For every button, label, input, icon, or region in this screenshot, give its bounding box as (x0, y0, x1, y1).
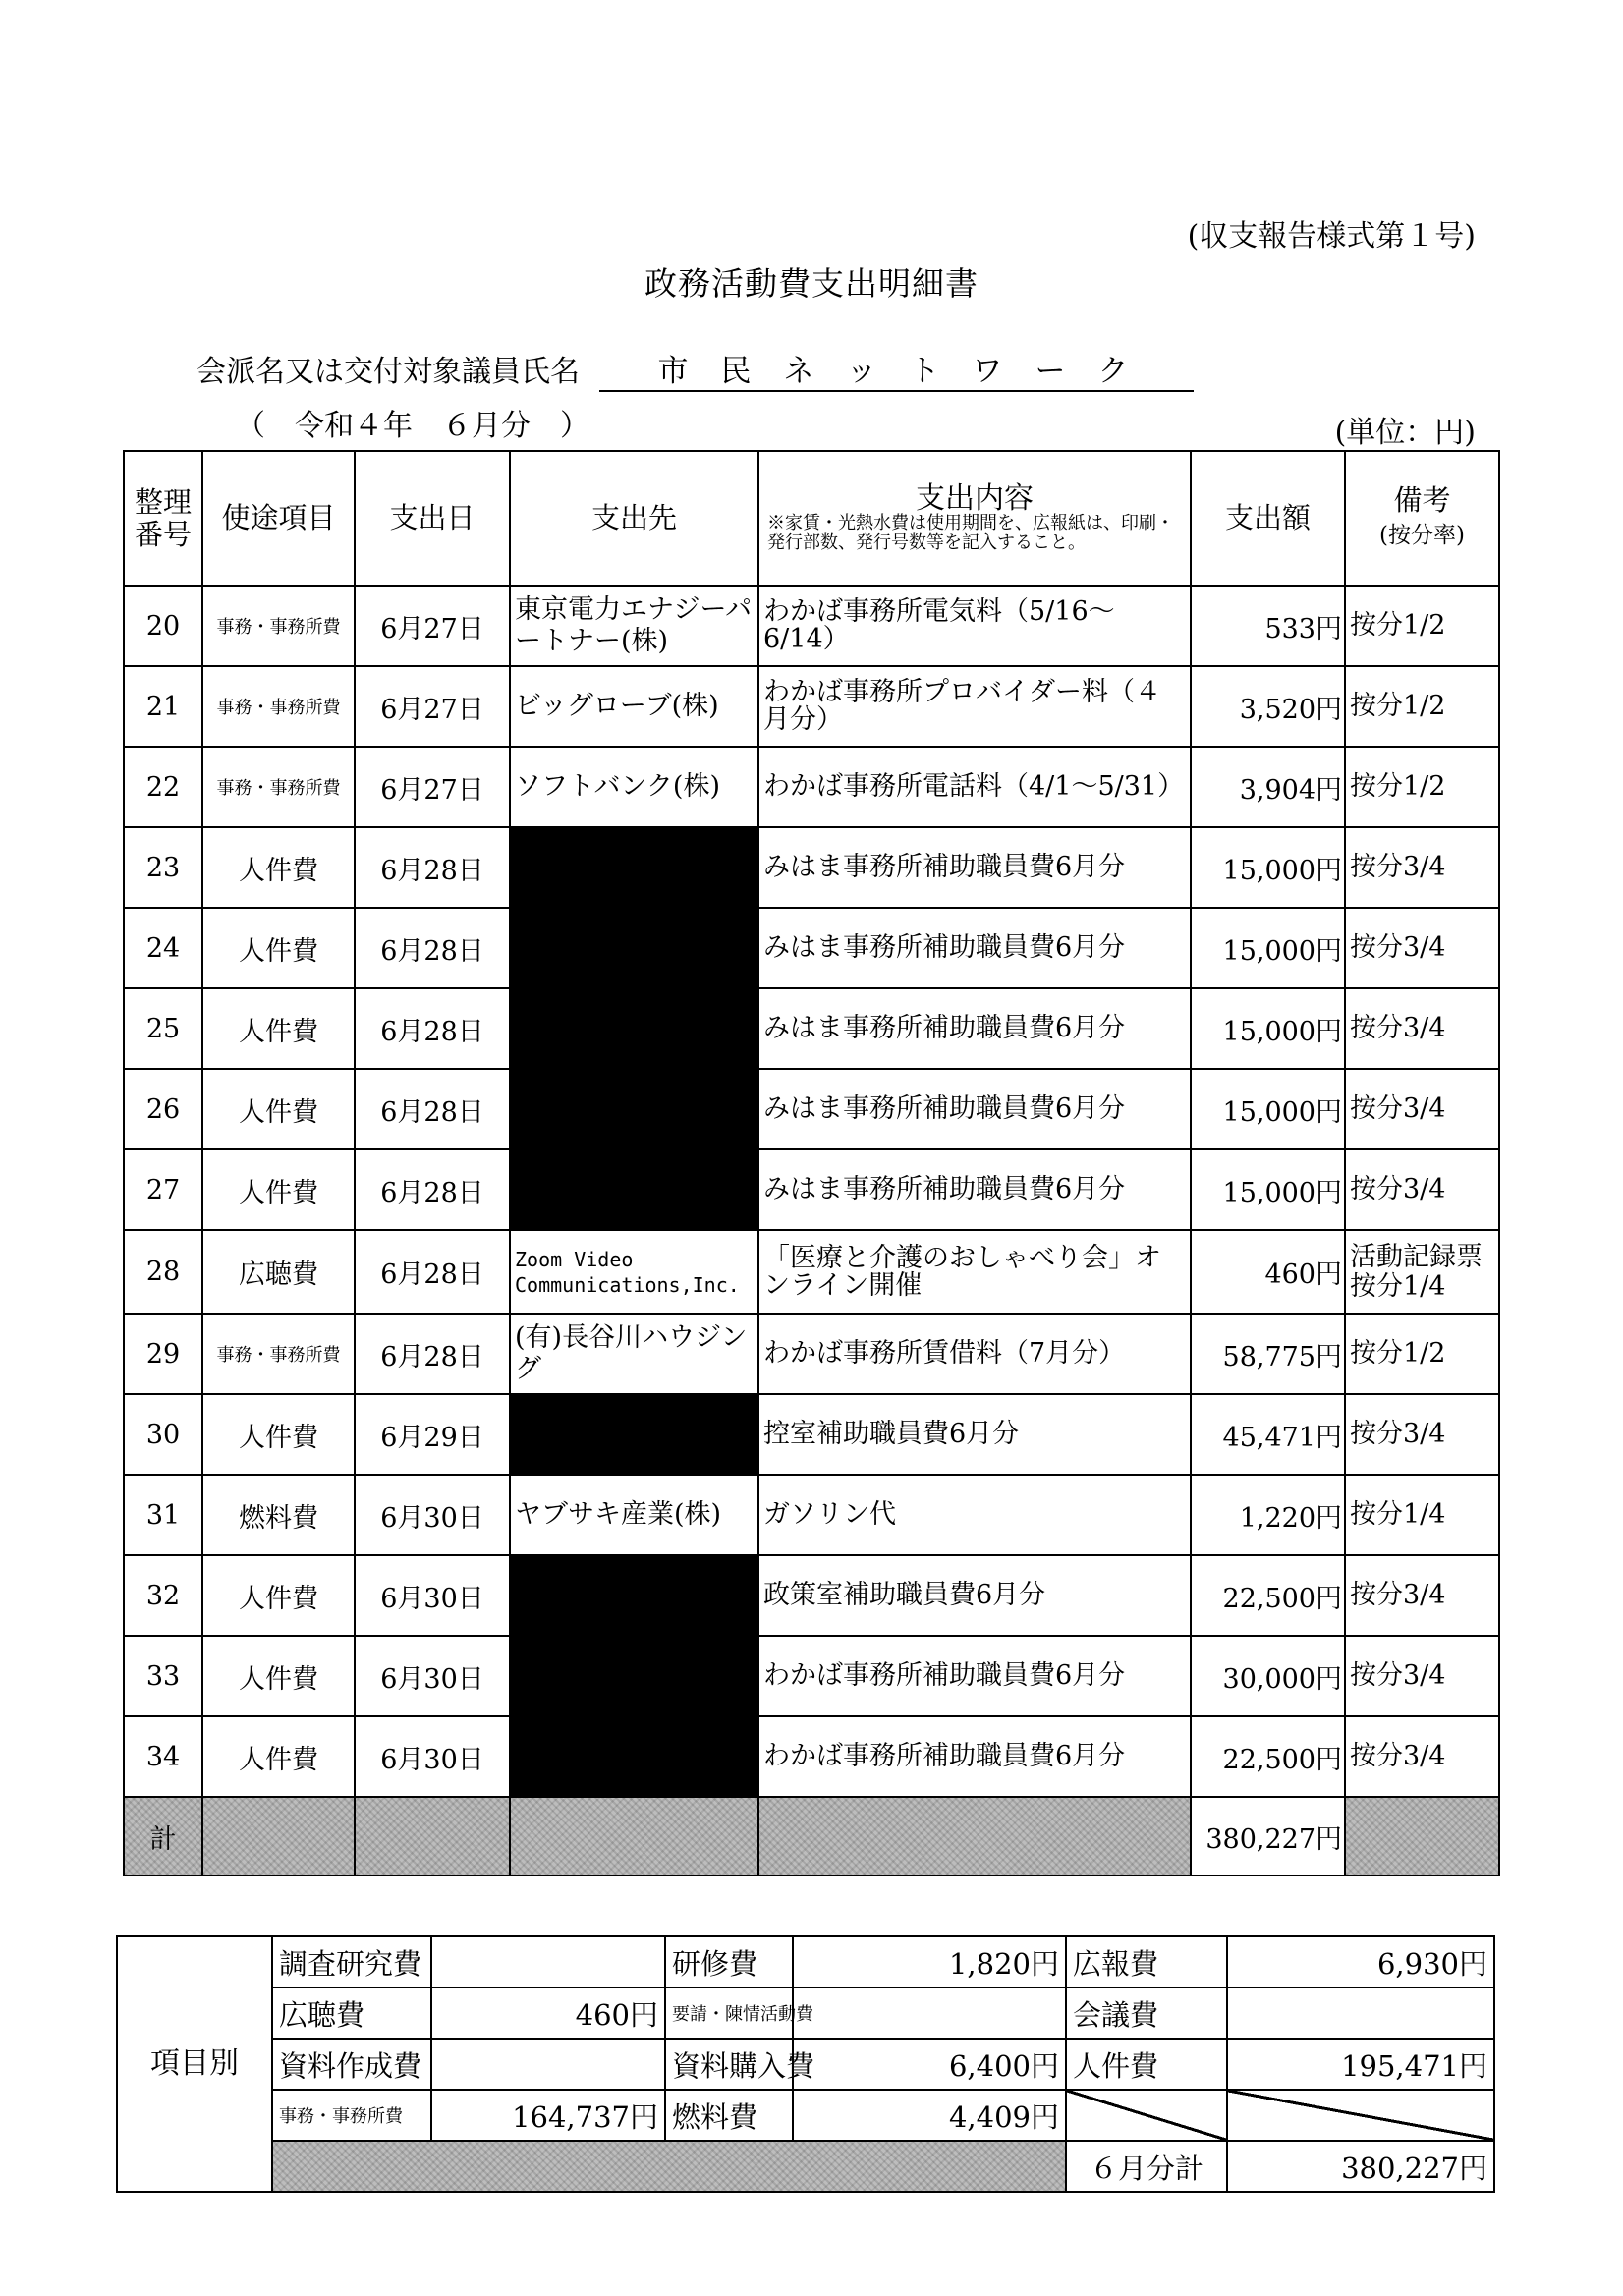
row-number: 27 (124, 1149, 202, 1230)
header-category: 使途項目 (202, 451, 355, 586)
row-date: 6月27日 (355, 666, 510, 747)
summary-meeting-value (1227, 1988, 1494, 2039)
row-description: わかば事務所電気料（5/16～6/14） (758, 586, 1191, 666)
summary-petition-value (793, 1988, 1066, 2039)
row-remarks: 按分3/4 (1345, 1149, 1499, 1230)
total-shade-5 (1345, 1797, 1499, 1876)
header-no: 整理番号 (124, 451, 202, 586)
summary-personnel-label: 人件費 (1066, 2039, 1227, 2090)
row-payee: (有)長谷川ハウジング (510, 1314, 758, 1394)
row-description: 「医療と介護のおしゃべり会」オンライン開催 (758, 1230, 1191, 1314)
table-row (124, 1230, 1499, 1314)
summary-meeting-label: 会議費 (1066, 1988, 1227, 2039)
row-date: 6月28日 (355, 1069, 510, 1149)
row-description: みはま事務所補助職員費6月分 (758, 1149, 1191, 1230)
row-category: 人件費 (202, 827, 355, 908)
row-remarks: 按分3/4 (1345, 1394, 1499, 1475)
row-payee-redacted (510, 908, 758, 988)
total-row (124, 1797, 1499, 1876)
summary-research-label: 調査研究費 (272, 1936, 431, 1988)
row-amount: 22,500円 (1191, 1555, 1345, 1636)
row-amount: 15,000円 (1191, 1149, 1345, 1230)
table-row (124, 747, 1499, 827)
summary-material-make-value (431, 2039, 665, 2090)
row-number: 33 (124, 1636, 202, 1716)
table-row (124, 1716, 1499, 1797)
row-date: 6月30日 (355, 1716, 510, 1797)
row-date: 6月30日 (355, 1555, 510, 1636)
row-date: 6月28日 (355, 827, 510, 908)
row-remarks: 按分3/4 (1345, 988, 1499, 1069)
row-amount: 15,000円 (1191, 827, 1345, 908)
summary-training-value: 1,820円 (793, 1936, 1066, 1988)
row-payee: 東京電力エナジーパートナー(株) (510, 586, 758, 666)
row-amount: 3,904円 (1191, 747, 1345, 827)
summary-fuel-label: 燃料費 (665, 2090, 793, 2141)
summary-hearing-label: 広聴費 (272, 1988, 431, 2039)
total-shade-4 (758, 1797, 1191, 1876)
summary-month-total-label: ６月分計 (1066, 2141, 1227, 2192)
summary-material-buy-value: 6,400円 (793, 2039, 1066, 2090)
row-category: 人件費 (202, 1716, 355, 1797)
row-date: 6月28日 (355, 1230, 510, 1314)
row-category: 人件費 (202, 1069, 355, 1149)
row-payee-redacted (510, 988, 758, 1069)
summary-pr-value: 6,930円 (1227, 1936, 1494, 1988)
row-number: 34 (124, 1716, 202, 1797)
row-payee: ビッグローブ(株) (510, 666, 758, 747)
row-number: 26 (124, 1069, 202, 1149)
row-remarks: 按分3/4 (1345, 1555, 1499, 1636)
row-description: みはま事務所補助職員費6月分 (758, 908, 1191, 988)
row-category: 事務・事務所費 (202, 1314, 355, 1394)
header-amount: 支出額 (1191, 451, 1345, 586)
row-description: みはま事務所補助職員費6月分 (758, 827, 1191, 908)
table-row (124, 908, 1499, 988)
table-row (124, 988, 1499, 1069)
header-content-title: 支出内容 (916, 480, 1034, 516)
party-row (196, 346, 1194, 392)
row-remarks: 按分1/4 (1345, 1475, 1499, 1555)
row-description: 政策室補助職員費6月分 (758, 1555, 1191, 1636)
row-number: 31 (124, 1475, 202, 1555)
header-remarks-sub: (按分率) (1379, 523, 1465, 548)
row-payee-redacted (510, 1069, 758, 1149)
row-remarks: 按分3/4 (1345, 1716, 1499, 1797)
summary-empty-diagonal-1 (1066, 2090, 1227, 2141)
row-amount: 45,471円 (1191, 1394, 1345, 1475)
row-number: 20 (124, 586, 202, 666)
row-remarks: 按分1/2 (1345, 747, 1499, 827)
row-payee: ソフトバンク(株) (510, 747, 758, 827)
table-row (124, 1069, 1499, 1149)
row-description: わかば事務所電話料（4/1～5/31） (758, 747, 1191, 827)
row-date: 6月29日 (355, 1394, 510, 1475)
row-amount: 15,000円 (1191, 908, 1345, 988)
party-name: 市民ネットワーク (599, 346, 1194, 392)
row-payee-redacted (510, 1149, 758, 1230)
row-amount: 22,500円 (1191, 1716, 1345, 1797)
summary-office-label: 事務・事務所費 (272, 2090, 431, 2141)
row-amount: 533円 (1191, 586, 1345, 666)
table-header-row (124, 451, 1499, 586)
row-description: 控室補助職員費6月分 (758, 1394, 1191, 1475)
row-payee: Zoom Video Communications,Inc. (510, 1230, 758, 1314)
row-payee: ヤブサキ産業(株) (510, 1475, 758, 1555)
row-date: 6月28日 (355, 908, 510, 988)
row-remarks: 活動記録票按分1/4 (1345, 1230, 1499, 1314)
total-amount: 380,227円 (1191, 1797, 1345, 1876)
row-payee-redacted (510, 1716, 758, 1797)
summary-training-label: 研修費 (665, 1936, 793, 1988)
summary-research-value (431, 1936, 665, 1988)
table-row (124, 586, 1499, 666)
row-date: 6月28日 (355, 1149, 510, 1230)
row-amount: 30,000円 (1191, 1636, 1345, 1716)
row-category: 人件費 (202, 1394, 355, 1475)
row-category: 広聴費 (202, 1230, 355, 1314)
summary-material-buy-label: 資料購入費 (665, 2039, 793, 2090)
row-description: みはま事務所補助職員費6月分 (758, 1069, 1191, 1149)
row-category: 事務・事務所費 (202, 747, 355, 827)
document-title: 政務活動費支出明細書 (644, 264, 979, 303)
row-category: 事務・事務所費 (202, 666, 355, 747)
row-description: みはま事務所補助職員費6月分 (758, 988, 1191, 1069)
header-remarks-title: 備考 (1393, 483, 1451, 517)
row-amount: 15,000円 (1191, 988, 1345, 1069)
row-remarks: 按分1/2 (1345, 1314, 1499, 1394)
table-row (124, 666, 1499, 747)
row-date: 6月27日 (355, 586, 510, 666)
party-label: 会派名又は交付対象議員氏名 (196, 355, 580, 389)
row-number: 32 (124, 1555, 202, 1636)
table-row (124, 1394, 1499, 1475)
row-amount: 3,520円 (1191, 666, 1345, 747)
table-row (124, 1636, 1499, 1716)
table-row (124, 1555, 1499, 1636)
row-payee-redacted (510, 1636, 758, 1716)
row-remarks: 按分1/2 (1345, 666, 1499, 747)
row-remarks: 按分3/4 (1345, 827, 1499, 908)
summary-pr-label: 広報費 (1066, 1936, 1227, 1988)
row-category: 燃料費 (202, 1475, 355, 1555)
row-date: 6月28日 (355, 988, 510, 1069)
row-category: 事務・事務所費 (202, 586, 355, 666)
summary-month-total-value: 380,227円 (1227, 2141, 1494, 2192)
row-payee-redacted (510, 1555, 758, 1636)
row-number: 24 (124, 908, 202, 988)
summary-petition-label: 要請・陳情活動費 (665, 1988, 793, 2039)
row-category: 人件費 (202, 908, 355, 988)
summary-office-value: 164,737円 (431, 2090, 665, 2141)
row-date: 6月28日 (355, 1314, 510, 1394)
expense-table (123, 450, 1500, 1876)
row-category: 人件費 (202, 1636, 355, 1716)
row-amount: 15,000円 (1191, 1069, 1345, 1149)
summary-side-label: 項目別 (117, 1936, 272, 2192)
summary-empty-diagonal-2 (1227, 2090, 1494, 2141)
summary-hearing-value: 460円 (431, 1988, 665, 2039)
unit-label: (単位：円) (1334, 416, 1476, 450)
row-number: 29 (124, 1314, 202, 1394)
table-row (124, 1475, 1499, 1555)
row-description: わかば事務所補助職員費6月分 (758, 1636, 1191, 1716)
summary-fuel-value: 4,409円 (793, 2090, 1066, 2141)
total-shade-2 (355, 1797, 510, 1876)
row-payee-redacted (510, 827, 758, 908)
row-number: 21 (124, 666, 202, 747)
report-period: （ 令和４年 ６月分 ） (236, 409, 589, 443)
row-remarks: 按分3/4 (1345, 908, 1499, 988)
row-number: 28 (124, 1230, 202, 1314)
total-shade-1 (202, 1797, 355, 1876)
header-date: 支出日 (355, 451, 510, 586)
total-label: 計 (124, 1797, 202, 1876)
header-content-note: ※家賃・光熱水費は使用期間を、広報紙は、印刷・発行部数、発行号数等を記入すること。 (767, 512, 1174, 553)
row-amount: 58,775円 (1191, 1314, 1345, 1394)
row-payee-redacted (510, 1394, 758, 1475)
row-number: 25 (124, 988, 202, 1069)
form-number: (収支報告様式第１号) (1187, 219, 1476, 253)
row-remarks: 按分1/2 (1345, 586, 1499, 666)
row-remarks: 按分3/4 (1345, 1069, 1499, 1149)
category-summary-table (116, 1935, 1495, 2193)
row-description: わかば事務所プロバイダー料（４月分） (758, 666, 1191, 747)
row-description: ガソリン代 (758, 1475, 1191, 1555)
summary-shaded-area (272, 2141, 1066, 2192)
row-date: 6月30日 (355, 1636, 510, 1716)
row-number: 30 (124, 1394, 202, 1475)
summary-material-make-label: 資料作成費 (272, 2039, 431, 2090)
header-payee: 支出先 (510, 451, 758, 586)
row-number: 22 (124, 747, 202, 827)
summary-personnel-value: 195,471円 (1227, 2039, 1494, 2090)
row-date: 6月27日 (355, 747, 510, 827)
row-category: 人件費 (202, 988, 355, 1069)
table-row (124, 1149, 1499, 1230)
row-amount: 460円 (1191, 1230, 1345, 1314)
row-description: わかば事務所賃借料（7月分） (758, 1314, 1191, 1394)
row-category: 人件費 (202, 1149, 355, 1230)
row-date: 6月30日 (355, 1475, 510, 1555)
row-amount: 1,220円 (1191, 1475, 1345, 1555)
row-category: 人件費 (202, 1555, 355, 1636)
table-row (124, 1314, 1499, 1394)
row-number: 23 (124, 827, 202, 908)
row-description: わかば事務所補助職員費6月分 (758, 1716, 1191, 1797)
header-remarks (1345, 451, 1499, 586)
table-row (124, 827, 1499, 908)
header-content (758, 451, 1191, 586)
row-remarks: 按分3/4 (1345, 1636, 1499, 1716)
total-shade-3 (510, 1797, 758, 1876)
